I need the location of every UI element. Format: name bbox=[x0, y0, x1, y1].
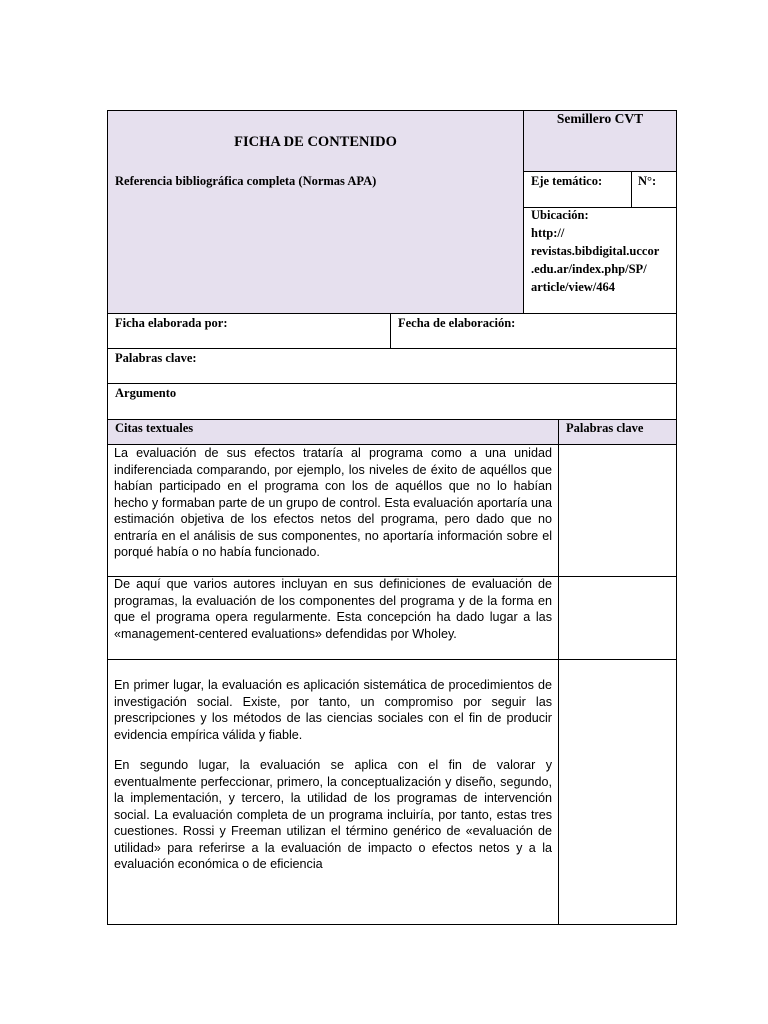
group-cell bbox=[524, 110, 676, 171]
hline bbox=[524, 171, 677, 172]
palabras-cell bbox=[107, 348, 676, 383]
hline bbox=[107, 383, 677, 384]
vline bbox=[390, 313, 391, 348]
palabras-col-label: Palabras clave bbox=[566, 421, 644, 435]
eje-cell bbox=[524, 171, 632, 208]
cita-3 bbox=[114, 677, 552, 873]
hline bbox=[524, 207, 677, 208]
elaborada-cell bbox=[107, 313, 390, 348]
hline bbox=[107, 313, 677, 314]
citas-label: Citas textuales bbox=[115, 421, 194, 435]
ubicacion-block bbox=[531, 206, 659, 296]
fecha-cell bbox=[390, 313, 676, 348]
cita-3-paragraph-2: En segundo lugar, la evaluación se aplica con el fin de valorar y eventualmente perfeccionar, primero, la conceptualización y diseño, segundo, la implementación, y tercero, la utilidad de los programas de intervención social. La evaluación completa de un programa incluiría, por tanto, estas tres cuestiones. Rossi y Freeman utilizan el término genérico de «evaluación de utilidad» para referirse a la evaluación de impacto o efectos netos y a la evaluación económica o de eficiencia bbox=[114, 758, 552, 871]
hline bbox=[107, 659, 677, 660]
vline bbox=[523, 110, 524, 313]
palabras-col-header-cell bbox=[559, 419, 676, 445]
eje-label: Eje temático: bbox=[531, 174, 603, 188]
group-label: Semillero CVT bbox=[556, 111, 644, 126]
cita-1 bbox=[114, 445, 552, 561]
citas-header-cell bbox=[107, 419, 559, 445]
hline bbox=[107, 444, 677, 445]
cita-3-paragraph-1: En primer lugar, la evaluación es aplicación sistemática de procedimientos de investigación social. Existe, por tanto, un compromiso por seguir las prescripciones y los métodos de las ciencias sociales con el fin de producir evidencia empírica válida y fiable. bbox=[114, 678, 552, 742]
border-right bbox=[676, 110, 677, 925]
cita-1-paragraph: La evaluación de sus efectos trataría al programa como a una unidad indiferenciada comparando, por ejemplo, los niveles de éxito de aquéllos que habían participado en el programa con los de aquéllos que no lo habían hecho y formaban parte de un grupo de control. Esta evaluación aportaría una estimación objetiva de los efectos netos del programa, pero dado que no entraría en el análisis de sus componentes, no aportaría información sobre el porqué había o no había funcionado. bbox=[114, 446, 552, 559]
hline bbox=[107, 348, 677, 349]
border-top bbox=[107, 110, 677, 111]
title-cell bbox=[107, 110, 524, 171]
argumento-cell bbox=[107, 383, 676, 419]
elaborada-label: Ficha elaborada por: bbox=[115, 316, 228, 330]
hline bbox=[107, 576, 677, 577]
border-bottom bbox=[107, 924, 677, 925]
ubicacion-url-line-3[interactable]: .edu.ar/index.php/SP/ bbox=[531, 262, 647, 276]
ubicacion-cell bbox=[524, 208, 676, 313]
numero-label: N°: bbox=[638, 174, 657, 188]
ubicacion-url-line-2[interactable]: revistas.bibdigital.uccor bbox=[531, 244, 660, 258]
argumento-label: Argumento bbox=[115, 386, 177, 400]
ubicacion-url-line-4[interactable]: article/view/464 bbox=[531, 280, 615, 294]
cita-2 bbox=[114, 576, 552, 642]
palabras-label: Palabras clave: bbox=[115, 351, 197, 365]
cita-2-paragraph: De aquí que varios autores incluyan en sus definiciones de evaluación de programas, la evaluación de los componentes del programa y de la forma en que el programa opera regularmente. Esta concepción ha dado lugar a las «management-centered evaluations» defendidas por Wholey. bbox=[114, 577, 552, 641]
vline bbox=[631, 171, 632, 208]
hline bbox=[107, 419, 677, 420]
reference-label: Referencia bibliográfica completa (Normas APA) bbox=[115, 174, 377, 188]
ubicacion-url-line-1[interactable]: http:// bbox=[531, 226, 565, 240]
ubicacion-label: Ubicación: bbox=[531, 208, 589, 222]
page-title: FICHA DE CONTENIDO bbox=[234, 134, 397, 150]
numero-cell bbox=[632, 171, 676, 208]
reference-cell bbox=[107, 171, 524, 313]
vline bbox=[558, 419, 559, 925]
border-left bbox=[107, 110, 108, 925]
fecha-label: Fecha de elaboración: bbox=[398, 316, 516, 330]
